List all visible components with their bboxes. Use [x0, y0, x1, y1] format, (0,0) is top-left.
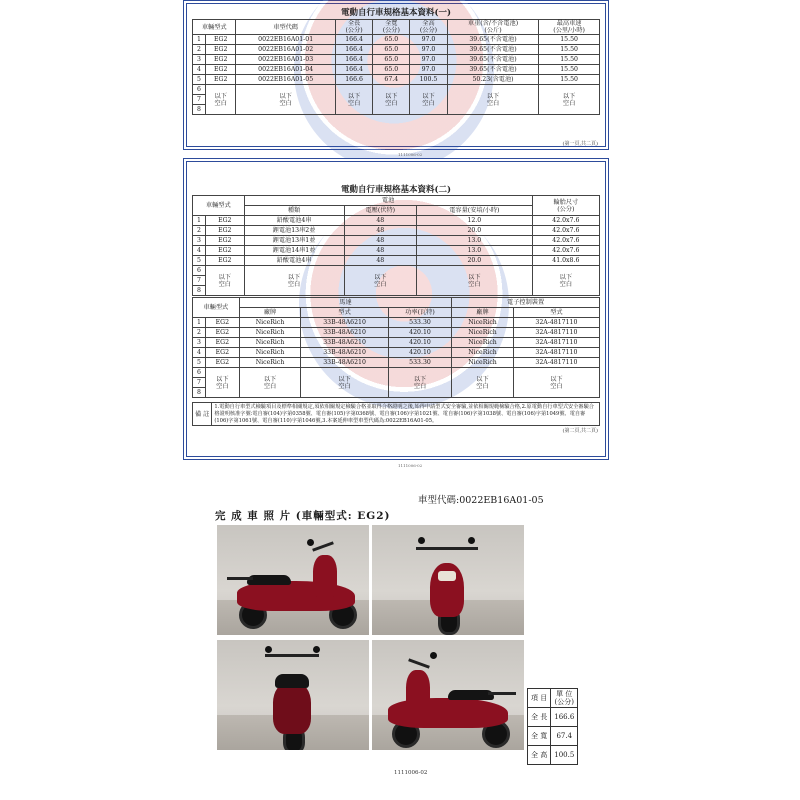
blank-marker: 以下 空白 — [206, 368, 240, 398]
row-number: 2 — [193, 328, 206, 338]
row-number: 1 — [193, 318, 206, 328]
table-cell: EG2 — [206, 226, 245, 236]
table-cell: 鉛酸電池4串 — [244, 256, 344, 266]
table-row — [193, 348, 600, 358]
table-cell: NiceRich — [452, 318, 514, 328]
table-cell: 420.10 — [388, 328, 451, 338]
table-cell: EG2 — [206, 216, 245, 226]
row-number: 7 — [193, 378, 206, 388]
table-cell: 65.0 — [373, 45, 410, 55]
table-row — [193, 338, 600, 348]
dimension-label: 全 高 — [528, 746, 551, 765]
table-cell: 48 — [344, 226, 416, 236]
dims-header-item: 項 目 — [528, 689, 551, 708]
column-header: 馬達 — [239, 298, 451, 308]
row-number: 8 — [193, 388, 206, 398]
spec-sheet-1 — [183, 0, 609, 150]
table-cell: EG2 — [206, 65, 236, 75]
table-cell: 97.0 — [410, 35, 448, 45]
page-number: (第一頁,共二頁) — [562, 141, 598, 147]
table-cell: 33B-48A6210 — [301, 358, 388, 368]
table-cell: 32A-4817110 — [513, 348, 599, 358]
scooter-photo-rear — [217, 640, 369, 750]
table-cell: 0022EB16A01-04 — [236, 65, 335, 75]
row-number: 3 — [193, 338, 206, 348]
blank-marker: 以下 空白 — [335, 85, 373, 115]
dimension-table — [527, 688, 578, 765]
table-cell: NiceRich — [239, 338, 301, 348]
table-cell: 420.10 — [388, 348, 451, 358]
table-row — [193, 65, 600, 75]
dimension-value: 166.6 — [551, 708, 578, 727]
blank-marker: 以下 空白 — [416, 266, 532, 296]
table-cell: 15.50 — [539, 35, 600, 45]
table-cell: NiceRich — [239, 348, 301, 358]
table-cell: 97.0 — [410, 55, 448, 65]
table-cell: 15.50 — [539, 45, 600, 55]
row-number: 1 — [193, 35, 206, 45]
blank-marker: 以下 空白 — [206, 266, 245, 296]
row-number: 3 — [193, 55, 206, 65]
table-cell: EG2 — [206, 246, 245, 256]
table-cell: EG2 — [206, 75, 236, 85]
table-row — [193, 256, 600, 266]
table-cell: 13.0 — [416, 246, 532, 256]
table-cell: 65.0 — [373, 55, 410, 65]
column-header: 車輛型式 — [193, 196, 245, 216]
table-cell: 50.23(含電池) — [447, 75, 538, 85]
table-row — [193, 75, 600, 85]
table-cell: 42.0x7.6 — [532, 236, 599, 246]
table-cell: 65.0 — [373, 65, 410, 75]
table-row — [193, 55, 600, 65]
table-cell: 67.4 — [373, 75, 410, 85]
table-row — [528, 746, 578, 765]
table-cell: 420.10 — [388, 338, 451, 348]
table-cell: NiceRich — [452, 348, 514, 358]
table-cell: 0022EB16A01-03 — [236, 55, 335, 65]
column-subheader: 電容量(安培/小時) — [416, 206, 532, 216]
row-number: 4 — [193, 65, 206, 75]
table-cell: 166.4 — [335, 65, 373, 75]
blank-marker: 以下 空白 — [532, 266, 599, 296]
table-cell: 42.0x7.6 — [532, 216, 599, 226]
table-cell: 20.0 — [416, 256, 532, 266]
column-header: 車型代碼 — [236, 20, 335, 35]
table-row — [193, 328, 600, 338]
table-cell: 97.0 — [410, 65, 448, 75]
row-number: 4 — [193, 246, 206, 256]
dimension-label: 全 長 — [528, 708, 551, 727]
table-cell: 48 — [344, 256, 416, 266]
blank-marker: 以下 空白 — [388, 368, 451, 398]
table-cell: 32A-4817110 — [513, 318, 599, 328]
table-cell: 42.0x7.6 — [532, 246, 599, 256]
column-subheader: 功率(瓦特) — [388, 308, 451, 318]
blank-marker: 以下 空白 — [206, 85, 236, 115]
blank-marker: 以下 空白 — [344, 266, 416, 296]
table-cell: 39.65(不含電池) — [447, 65, 538, 75]
column-header: 全長 (公分) — [335, 20, 373, 35]
column-header: 電子控制裝置 — [452, 298, 600, 308]
table-cell: 166.4 — [335, 35, 373, 45]
battery-table — [192, 195, 600, 296]
table-cell: 15.50 — [539, 55, 600, 65]
blank-marker: 以下 空白 — [452, 368, 514, 398]
table-cell: 鋰電池13串1並 — [244, 236, 344, 246]
table-row — [193, 246, 600, 256]
table-cell: NiceRich — [452, 338, 514, 348]
table-row — [193, 45, 600, 55]
table-cell: EG2 — [206, 338, 240, 348]
table-row — [193, 216, 600, 226]
table-cell: 166.6 — [335, 75, 373, 85]
table-cell: 100.5 — [410, 75, 448, 85]
row-number: 5 — [193, 256, 206, 266]
sheet2-title: 電動自行車規格基本資料(二) — [340, 185, 452, 195]
column-subheader: 型式 — [513, 308, 599, 318]
column-subheader: 電壓(伏特) — [344, 206, 416, 216]
sheet1-title: 電動自行車規格基本資料(一) — [340, 8, 452, 18]
table-row — [193, 358, 600, 368]
table-cell: 41.0x8.6 — [532, 256, 599, 266]
table-cell: 39.65(不含電池) — [447, 55, 538, 65]
table-cell: 48 — [344, 246, 416, 256]
table-cell: 0022EB16A01-02 — [236, 45, 335, 55]
row-number: 7 — [193, 95, 206, 105]
table-cell: EG2 — [206, 328, 240, 338]
column-header: 全高 (公分) — [410, 20, 448, 35]
table-cell: EG2 — [206, 318, 240, 328]
scan-stamp: 1111006-02 — [398, 463, 423, 468]
blank-marker: 以下 空白 — [373, 85, 410, 115]
table-cell: 533.30 — [388, 358, 451, 368]
dimension-value: 100.5 — [551, 746, 578, 765]
column-subheader: 型式 — [301, 308, 388, 318]
column-subheader: 廠牌 — [452, 308, 514, 318]
table-cell: NiceRich — [239, 358, 301, 368]
table-row — [193, 236, 600, 246]
table-cell: 15.50 — [539, 75, 600, 85]
row-number: 7 — [193, 276, 206, 286]
blank-marker: 以下 空白 — [513, 368, 599, 398]
blank-marker: 以下 空白 — [301, 368, 388, 398]
blank-marker: 以下 空白 — [239, 368, 301, 398]
table-cell: 33B-48A6210 — [301, 338, 388, 348]
blank-marker: 以下 空白 — [236, 85, 335, 115]
row-number: 6 — [193, 85, 206, 95]
table-row — [193, 226, 600, 236]
blank-marker: 以下 空白 — [244, 266, 344, 296]
column-subheader: 種類 — [244, 206, 344, 216]
footer-code: 1111006-02 — [394, 770, 428, 776]
table-cell: 32A-4817110 — [513, 358, 599, 368]
table-cell: NiceRich — [239, 328, 301, 338]
column-header: 電池 — [244, 196, 532, 206]
table-cell: NiceRich — [452, 328, 514, 338]
column-header: 最高車速 (公里/小時) — [539, 20, 600, 35]
table-row — [193, 35, 600, 45]
row-number: 8 — [193, 105, 206, 115]
table-cell: EG2 — [206, 236, 245, 246]
table-cell: EG2 — [206, 358, 240, 368]
blank-marker: 以下 空白 — [410, 85, 448, 115]
row-number: 3 — [193, 236, 206, 246]
column-header: 全寬 (公分) — [373, 20, 410, 35]
scooter-photo-side-right — [217, 525, 369, 635]
table-cell: 32A-4817110 — [513, 338, 599, 348]
table-row — [528, 727, 578, 746]
column-header: 車輛型式 — [193, 298, 240, 318]
scan-stamp: 1111006-02 — [398, 152, 423, 157]
table-cell: 97.0 — [410, 45, 448, 55]
column-header: 車輛型式 — [193, 20, 236, 35]
table-cell: EG2 — [206, 55, 236, 65]
dimension-label: 全 寬 — [528, 727, 551, 746]
notes-table — [192, 402, 600, 426]
table-cell: 48 — [344, 236, 416, 246]
table-cell: 166.4 — [335, 45, 373, 55]
table-cell: 65.0 — [373, 35, 410, 45]
dims-header-unit: 單 位 (公分) — [551, 689, 578, 708]
row-number: 8 — [193, 286, 206, 296]
model-code: 車型代碼:0022EB16A01-05 — [418, 495, 544, 506]
table-cell: EG2 — [206, 256, 245, 266]
row-number: 6 — [193, 266, 206, 276]
table-cell: 20.0 — [416, 226, 532, 236]
table-cell: 0022EB16A01-01 — [236, 35, 335, 45]
table-cell: 32A-4817110 — [513, 328, 599, 338]
table-cell: 48 — [344, 216, 416, 226]
table-cell: 533.30 — [388, 318, 451, 328]
scooter-photo-side-left — [372, 640, 524, 750]
table-cell: 鋰電池14串1並 — [244, 246, 344, 256]
sheet1-table — [192, 19, 600, 115]
row-number: 4 — [193, 348, 206, 358]
table-cell: 33B-48A6210 — [301, 328, 388, 338]
table-cell: 33B-48A6210 — [301, 318, 388, 328]
table-row — [193, 318, 600, 328]
table-cell: EG2 — [206, 35, 236, 45]
scooter-photo-front — [372, 525, 524, 635]
note-text: 1.電動自行車型式檢驗項目及標準相關規定,須依相關規定檢驗合格並取得合格證明之後,始得申請型式安全審驗,並依相關規範檢驗合格,2.原電動自行車型式安全審驗合格證明核准字號:電自審(104)字第0358號、電自審(105)字第0368號、電自審(106)字第1021號、電自審(106)字第1038號、電自審(106)字第1049號、電自審(106)字第1061號、電自審(110)字第1046號,3.本案延伸車型車型代碼為:0022EB16A01-05。 — [212, 403, 600, 426]
table-cell: NiceRich — [452, 358, 514, 368]
row-number: 2 — [193, 226, 206, 236]
spec-sheet-2 — [183, 158, 609, 460]
table-cell: 166.4 — [335, 55, 373, 65]
table-row — [193, 85, 600, 95]
column-subheader: 廠牌 — [239, 308, 301, 318]
table-cell: 0022EB16A01-05 — [236, 75, 335, 85]
dimension-value: 67.4 — [551, 727, 578, 746]
table-cell: 13.0 — [416, 236, 532, 246]
table-cell: NiceRich — [239, 318, 301, 328]
table-cell: 39.65(不含電池) — [447, 35, 538, 45]
row-number: 2 — [193, 45, 206, 55]
table-row — [528, 708, 578, 727]
table-cell: 鉛酸電池4串 — [244, 216, 344, 226]
column-header: 輪胎尺寸 (公分) — [532, 196, 599, 216]
table-cell: EG2 — [206, 348, 240, 358]
row-number: 5 — [193, 75, 206, 85]
table-cell: 33B-48A6210 — [301, 348, 388, 358]
column-header: 車重(含/不含電池) (公斤) — [447, 20, 538, 35]
table-cell: EG2 — [206, 45, 236, 55]
page-number: (第二頁,共二頁) — [562, 428, 598, 434]
photo-page-title: 完 成 車 照 片 (車輛型式: EG2) — [215, 510, 391, 522]
table-cell: 鋰電池13串2並 — [244, 226, 344, 236]
note-label: 備 註 — [193, 403, 212, 426]
table-cell: 42.0x7.6 — [532, 226, 599, 236]
row-number: 6 — [193, 368, 206, 378]
motor-table — [192, 297, 600, 398]
blank-marker: 以下 空白 — [447, 85, 538, 115]
table-cell: 12.0 — [416, 216, 532, 226]
table-cell: 15.50 — [539, 65, 600, 75]
row-number: 5 — [193, 358, 206, 368]
blank-marker: 以下 空白 — [539, 85, 600, 115]
row-number: 1 — [193, 216, 206, 226]
table-cell: 39.65(不含電池) — [447, 45, 538, 55]
